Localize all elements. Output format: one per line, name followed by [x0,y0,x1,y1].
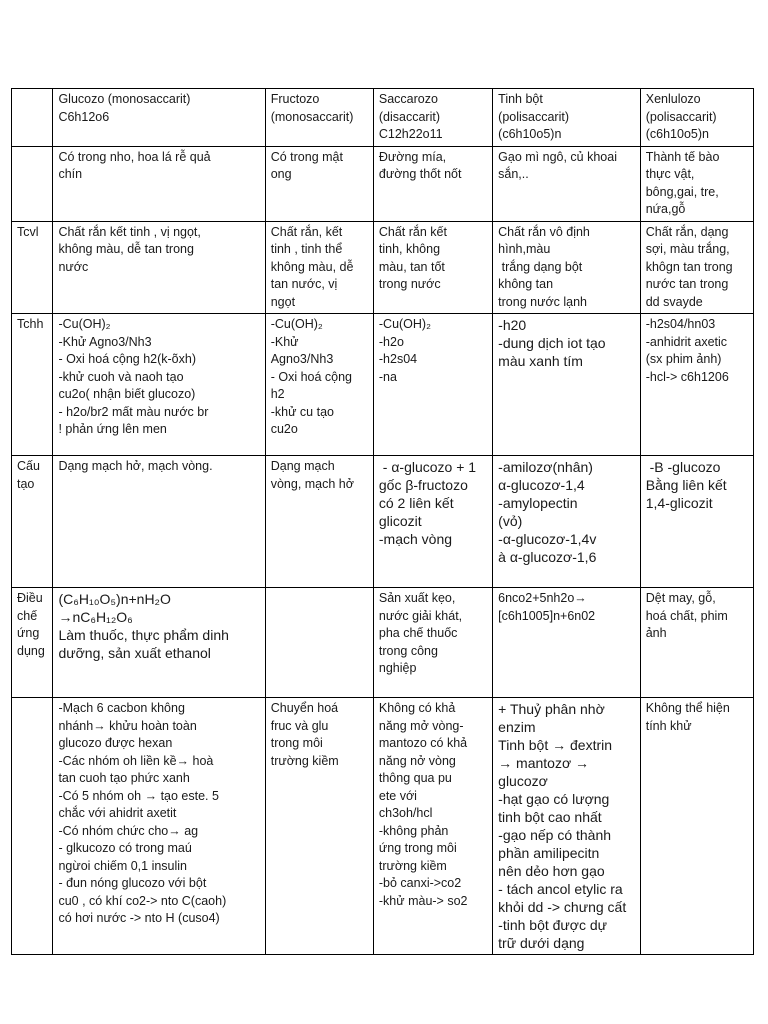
cell-text-line: phần amilipecitn [498,845,600,861]
cell-text-line: -Có 5 nhóm oh → tạo este. 5 [58,788,219,803]
cell-text-line: mantozo có khả [378,736,468,750]
cell-text-line: 6nco2+5nh2o→ [498,591,587,605]
row-label-cell [12,314,53,456]
cell-text-line: nước tan trong [645,277,729,291]
cell-text-line: ong [270,167,292,181]
cell-fructozo [265,89,373,147]
cell-saccarozo [373,221,492,314]
cell-glucozo [53,456,265,588]
cell-text-line: -khử cuoh và naoh tạo [58,369,184,384]
cell-text-line: Gạo mì ngô, củ khoai [498,149,617,164]
cell-text-line: hình,màu [498,242,551,256]
cell-text-line: thông qua pu [378,771,452,785]
cell-text-line: có hơi nước -> nto H (cuso4) [58,911,220,925]
cell-text-line: Tinh bột → đextrin [498,737,613,753]
cell-text-line: ete với [378,788,417,803]
cell-text-line: không tan [498,277,554,291]
cell-text-line: ngừoi chiếm 0,1 insulin [58,858,188,873]
cell-text-line: (c6h10o5)n [498,127,562,141]
cell-tinh-bot [493,89,641,147]
cell-text-line: -Cu(OH)₂ [58,317,111,331]
cell-xenlulozo [640,221,753,314]
cell-text-line: -hạt gạo có lượng [498,791,610,807]
cell-text-line: - α-glucozo + 1 [378,459,477,475]
row-label: Tcvl [17,224,39,239]
cell-fructozo [265,146,373,221]
cell-saccarozo [373,314,492,456]
cell-glucozo [53,89,265,147]
cell-text-line: (sx phim ảnh) [645,352,722,366]
cell-text-line: năng nở vòng [378,753,456,768]
cell-text-line: -h2o [378,334,404,349]
cell-text-line: Bằng liên kết [645,477,727,493]
cell-text-line: ảnh [645,626,667,640]
cell-text-line: màu xanh tím [498,353,583,369]
cell-saccarozo [373,456,492,588]
cell-text-line: tính khử [645,718,692,733]
row-label-cell [12,588,53,698]
cell-text-line: trường kiềm [270,753,339,768]
cell-text-line: -Cu(OH)₂ [270,317,323,331]
cell-text-line: -Mạch 6 cacbon không [58,701,185,715]
row-label-cell [12,698,53,955]
cell-text-line: hoá chất, phim [645,608,728,623]
cell-text-line: fruc và glu [270,718,329,733]
cell-xenlulozo [640,146,753,221]
cell-text-line: (disaccarit) [378,109,440,124]
cell-text-line: - glkucozo có trong maú [58,841,192,855]
cell-text-line: ch3oh/hcl [378,806,433,820]
cell-text-line: pha chế thuốc [378,626,458,640]
cell-text-line: ngọt [270,294,296,309]
row-label: Tchh [17,317,44,331]
cell-text-line: (monosaccarit) [270,109,354,124]
cell-text-line: cu0 , có khí co2-> nto C(caoh) [58,893,227,908]
cell-text-line: đường thốt nốt [378,167,462,181]
cell-text-line: nước [58,259,89,274]
cell-text-line: trong nước lạnh [498,294,587,309]
cell-text-line: Dệt may, gỗ, [645,591,716,605]
cell-text-line: Fructozo [270,92,320,106]
row-label: Cấu tạo [17,459,44,491]
cell-text-line: tinh , tinh thể [270,242,343,256]
cell-text-line: nhánh→ khửu hoàn toàn [58,718,197,733]
cell-text-line: Sản xuất kẹo, [378,591,456,605]
cell-text-line: tan cuoh tạo phức xanh [58,771,190,785]
cell-text-line: - tách ancol etylic ra [498,881,623,897]
cell-tinh-bot [493,146,641,221]
cell-text-line: Saccarozo [378,92,438,106]
cell-text-line: tinh, không [378,242,441,256]
cell-fructozo [265,221,373,314]
cell-text-line: -dung dịch iot tạo [498,335,606,351]
table-row [12,698,754,955]
cell-text-line: -Khử Agno3/Nh3 [58,334,152,349]
cell-text-line: (C₆H₁₀O₅)n+nH₂O [58,591,171,607]
table-row [12,146,754,221]
cell-text-line: khôgn tan trong [645,259,733,274]
cell-text-line: - đun nóng glucozo với bột [58,876,207,890]
cell-text-line: nứa,gỗ [645,202,686,216]
cell-text-line: Glucozo (monosaccarit) [58,92,191,106]
cell-text-line: thực vật, [645,167,695,181]
table-row [12,314,754,456]
cell-text-line: có 2 liên kết [378,495,454,511]
cell-text-line: Chất rắn kết tinh , vị ngọt, [58,224,201,239]
cell-saccarozo [373,89,492,147]
cell-text-line: Không có khả [378,701,456,715]
cell-text-line: Có trong mật [270,149,343,164]
cell-text-line: -Khử [270,334,299,349]
cell-text-line: chắc với ahidrit axetit [58,806,177,820]
cell-xenlulozo [640,698,753,955]
cell-text-line: năng mở vòng- [378,718,464,733]
cell-tinh-bot [493,456,641,588]
table-row [12,456,754,588]
cell-text-line: glucozơ [498,773,548,789]
cell-text-line: α-glucozơ-1,4 [498,477,585,493]
row-label-cell [12,89,53,147]
row-label-cell [12,456,53,588]
cell-text-line: trong môi [270,736,323,750]
cell-text-line: -Cu(OH)₂ [378,317,431,331]
cell-saccarozo [373,698,492,955]
cell-text-line: -khử cu tạo [270,404,334,419]
cell-text-line: → mantozơ → [498,755,590,771]
cell-text-line: Chất rắn kết [378,224,447,239]
cell-fructozo [265,314,373,456]
cell-text-line: -h20 [498,317,527,333]
cell-text-line: nên dẻo hơn gạo [498,863,605,879]
table-row [12,588,754,698]
cell-text-line: Không thể hiện [645,701,730,715]
cell-tinh-bot [493,221,641,314]
cell-text-line: enzim [498,719,536,735]
cell-text-line: -hcl-> c6h1206 [645,369,729,384]
cell-text-line: tan nước, vị [270,277,338,291]
cell-text-line: Chuyển hoá [270,701,339,715]
cell-text-line: -Có nhóm chức cho→ ag [58,823,199,838]
cell-text-line: khỏi dd -> chưng cất [498,899,627,915]
cell-saccarozo [373,146,492,221]
table-body [12,89,754,955]
cell-text-line: -α-glucozơ-1,4v [498,531,597,547]
cell-text-line: -na [378,369,397,384]
cell-text-line: Chất rắn vô định [498,224,590,239]
cell-text-line: →nC₆H₁₂O₆ [58,609,133,625]
cell-tinh-bot [493,314,641,456]
cell-glucozo [53,146,265,221]
cell-text-line: cu2o( nhận biết glucozo) [58,387,196,401]
cell-text-line: không màu, dễ tan trong [58,242,194,256]
cell-text-line: (vỏ) [498,513,523,529]
cell-text-line: Thành tế bào [645,149,720,164]
cell-text-line: Dạng mạch hở, mạch vòng. [58,459,213,473]
cell-text-line: Tinh bột [498,92,543,106]
cell-text-line: Agno3/Nh3 [270,352,334,366]
cell-text-line: -mạch vòng [378,531,453,547]
cell-text-line: -Các nhóm oh liền kề→ hoà [58,753,214,768]
cell-text-line: + Thuỷ phân nhờ [498,701,605,717]
cell-text-line: glicozit [378,513,422,529]
cell-text-line: Dạng mạch [270,459,335,473]
cell-text-line: Xenlulozo [645,92,701,106]
cell-text-line: nghiệp [378,661,417,675]
comparison-table-sheet [11,88,754,955]
cell-text-line: (c6h10o5)n [645,127,709,141]
cell-text-line: trong nước [378,277,441,291]
cell-text-line: trữ dưới dạng [498,935,585,951]
cell-text-line: à α-glucozơ-1,6 [498,549,597,565]
table-row [12,221,754,314]
cell-text-line: Làm thuốc, thực phẩm dinh [58,627,229,643]
cell-text-line: - h2o/br2 mất màu nước br [58,404,209,419]
cell-text-line: -tinh bột được dự [498,917,608,933]
cell-text-line: glucozo được hexan [58,736,173,750]
cell-text-line: ứng trong môi [378,841,457,855]
cell-text-line: 1,4-glicozit [645,495,713,511]
cell-text-line: -B -glucozo [645,459,721,475]
cell-tinh-bot [493,698,641,955]
cell-text-line: sắn,.. [498,167,529,181]
cell-text-line: -h2s04 [378,352,418,366]
cell-tinh-bot [493,588,641,698]
cell-text-line: dưỡng, sản xuất ethanol [58,645,211,661]
cell-text-line: trường kiềm [378,858,447,873]
cell-text-line: bông,gai, tre, [645,184,719,199]
cell-text-line: trắng dạng bột [498,259,583,274]
cell-text-line: -khử màu-> so2 [378,893,468,908]
cell-text-line: cu2o [270,422,298,436]
cell-text-line: -không phản [378,823,449,838]
row-label-cell [12,146,53,221]
cell-glucozo [53,588,265,698]
cell-text-line: nước giải khát, [378,608,463,623]
cell-xenlulozo [640,588,753,698]
cell-text-line: tinh bột cao nhất [498,809,602,825]
row-label-cell [12,221,53,314]
cell-text-line: Có trong nho, hoa lá rễ quả [58,149,211,164]
row-label: Điều chế ứng dụng [17,591,47,658]
cell-text-line: -amilozơ(nhân) [498,459,593,475]
cell-text-line: - Oxi hoá cộng [270,369,353,384]
carbohydrate-comparison-table [11,88,754,955]
cell-text-line: sợi, màu trắng, [645,242,730,256]
cell-text-line: - Oxi hoá cộng h2(k-õxh) [58,352,196,366]
cell-text-line: gốc β-fructozo [378,477,468,493]
cell-text-line: -bỏ canxi->co2 [378,876,462,890]
cell-text-line: màu, tan tốt [378,259,445,274]
cell-text-line: h2 [270,387,285,401]
cell-xenlulozo [640,456,753,588]
cell-glucozo [53,221,265,314]
cell-text-line: -anhidrit axetic [645,334,728,349]
cell-text-line: -gạo nếp có thành [498,827,612,843]
cell-text-line: -h2s04/hn03 [645,317,716,331]
cell-text-line: C12h22o11 [378,127,443,141]
cell-fructozo [265,588,373,698]
cell-text-line: trong công [378,643,438,658]
cell-text-line: vòng, mạch hở [270,476,354,491]
cell-text-line: -amylopectin [498,495,578,511]
cell-text-line: (polisaccarit) [645,109,717,124]
cell-text-line: chín [58,167,83,181]
cell-xenlulozo [640,314,753,456]
cell-text-line: ! phản ứng lên men [58,422,167,436]
cell-xenlulozo [640,89,753,147]
cell-text-line: (polisaccarit) [498,109,570,124]
cell-text-line: C6h12o6 [58,109,110,124]
cell-text-line: Chất rắn, dạng [645,224,729,239]
cell-fructozo [265,698,373,955]
cell-text-line: Chất rắn, kết [270,224,343,239]
cell-text-line: Đường mía, [378,149,447,164]
cell-text-line: [c6h1005]n+6n02 [498,608,596,623]
cell-text-line: dd svayde [645,294,703,309]
table-row [12,89,754,147]
cell-saccarozo [373,588,492,698]
cell-glucozo [53,314,265,456]
cell-fructozo [265,456,373,588]
cell-glucozo [53,698,265,955]
cell-text-line: không màu, dễ [270,259,354,274]
